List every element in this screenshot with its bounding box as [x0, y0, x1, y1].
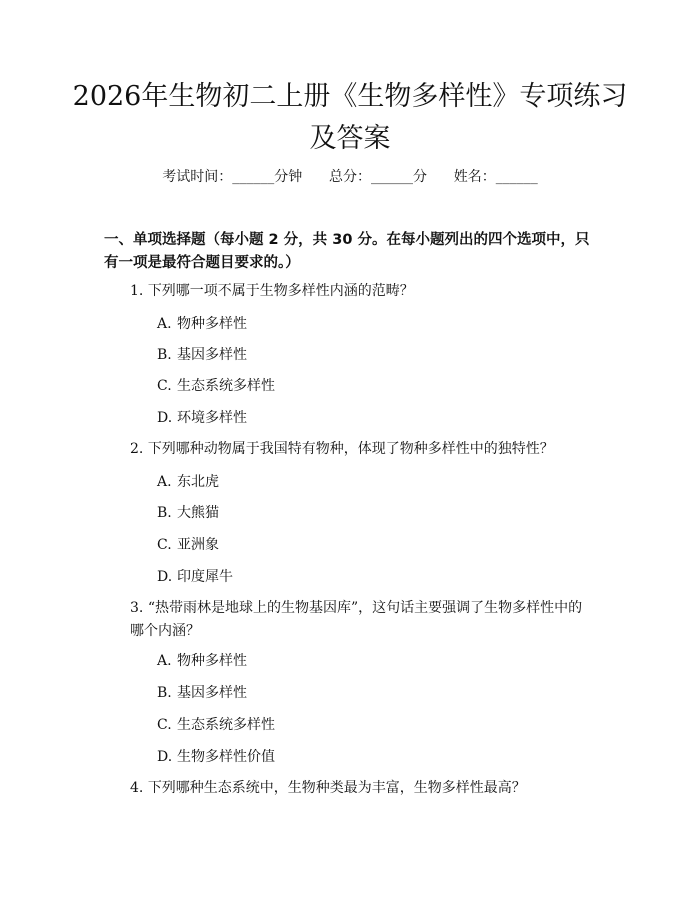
option-1b [157, 345, 247, 365]
option-letter: B. [157, 685, 172, 701]
option-letter: D. [157, 749, 173, 765]
student-name-label: 姓名：______ [453, 169, 538, 185]
question-1 [130, 280, 596, 303]
option-letter: A. [157, 316, 172, 332]
option-3a [157, 651, 247, 671]
section-heading: 一、单项选择题（每小题 2 分，共 30 分。在每小题列出的四个选项中，只有一项是最符合题目要求的。） [104, 232, 590, 271]
question-2 [130, 438, 596, 461]
option-3d [157, 747, 275, 767]
option-text: 生态系统多样性 [177, 717, 275, 733]
option-text: 基因多样性 [177, 685, 247, 701]
question-text: 下列哪一项不属于生物多样性内涵的范畴？ [147, 283, 414, 299]
question-number: 3. [130, 600, 144, 616]
option-3b [157, 683, 247, 703]
option-2a [157, 472, 219, 492]
question-text: “热带雨林是地球上的生物基因库”，这句话主要强调了生物多样性中的哪个内涵？ [130, 600, 583, 639]
question-4 [130, 777, 596, 800]
option-letter: A. [157, 474, 172, 490]
question-3 [130, 597, 596, 643]
exam-time-label: 考试时间：______分钟 [162, 169, 303, 185]
option-text: 大熊猫 [177, 505, 219, 521]
option-letter: B. [157, 347, 172, 363]
option-text: 亚洲象 [177, 537, 219, 553]
question-text: 下列哪种动物属于我国特有物种，体现了物种多样性中的独特性？ [147, 441, 554, 457]
exam-meta [0, 167, 700, 187]
option-text: 物种多样性 [177, 316, 247, 332]
option-letter: D. [157, 569, 173, 585]
option-1d [157, 408, 247, 428]
option-2d [157, 567, 233, 587]
option-1a [157, 314, 247, 334]
option-3c [157, 715, 275, 735]
option-text: 印度犀牛 [177, 569, 233, 585]
option-text: 东北虎 [177, 474, 219, 490]
question-text: 下列哪种生态系统中，生物种类最为丰富，生物多样性最高？ [147, 780, 526, 796]
option-2c [157, 535, 219, 555]
option-1c [157, 376, 275, 396]
option-letter: C. [157, 378, 172, 394]
option-text: 生物多样性价值 [177, 749, 275, 765]
option-text: 基因多样性 [177, 347, 247, 363]
option-letter: C. [157, 717, 172, 733]
question-number: 4. [130, 780, 144, 796]
question-number: 2. [130, 441, 144, 457]
option-letter: C. [157, 537, 172, 553]
option-2b [157, 503, 219, 523]
option-letter: A. [157, 653, 172, 669]
document-title: 2026年生物初二上册《生物多样性》专项练习及答案 [72, 81, 628, 154]
option-text: 生态系统多样性 [177, 378, 275, 394]
option-text: 物种多样性 [177, 653, 247, 669]
option-text: 环境多样性 [177, 410, 247, 426]
question-number: 1. [130, 283, 144, 299]
option-letter: B. [157, 505, 172, 521]
total-score-label: 总分：______分 [329, 169, 427, 185]
option-letter: D. [157, 410, 173, 426]
